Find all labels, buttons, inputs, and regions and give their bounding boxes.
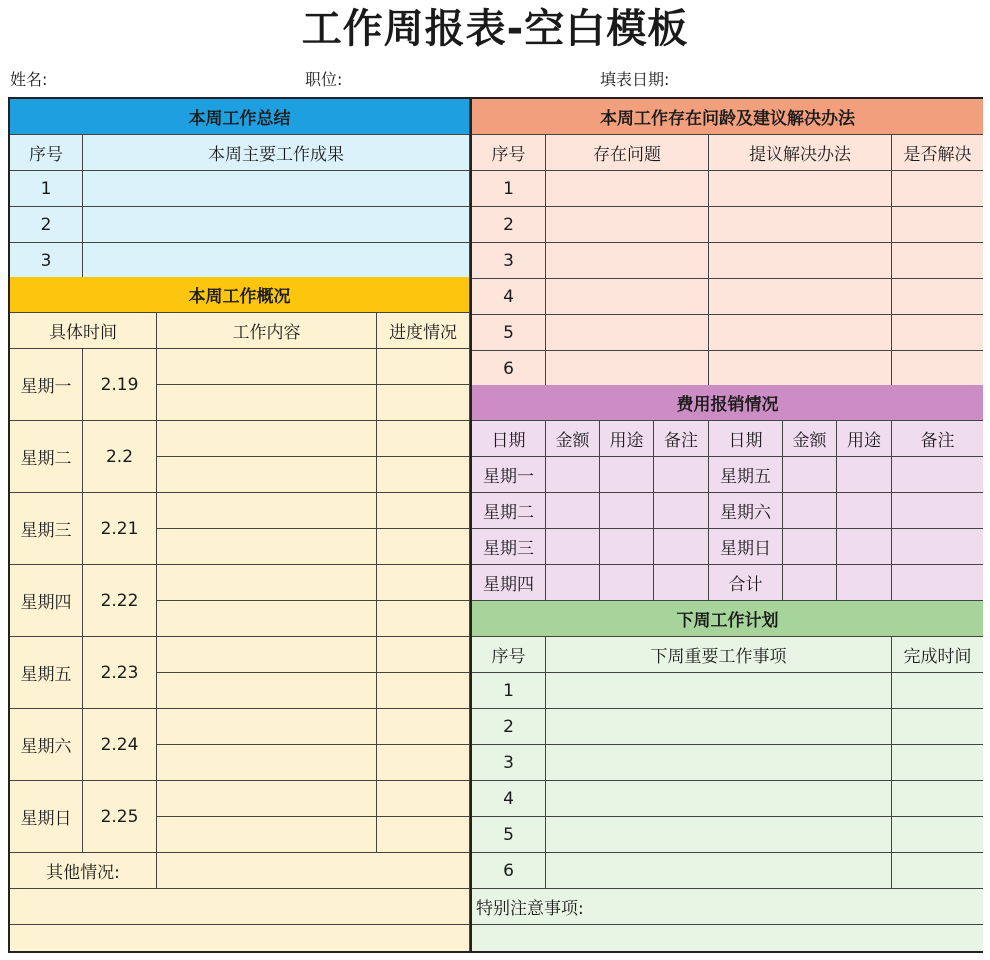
expenses-day: 星期二 [472,493,546,529]
overview-content-cell[interactable] [157,601,377,637]
overview-progress-cell[interactable] [377,817,470,853]
expenses-header: 金额 [783,421,837,457]
overview-content-cell[interactable] [157,493,377,529]
summary-row-index: 2 [10,207,83,243]
issues-row-index: 2 [472,207,546,243]
overview-header-progress: 进度情况 [377,313,470,349]
plan-header-index: 序号 [472,637,546,673]
summary-row-index: 3 [10,243,83,279]
issues-cell[interactable] [709,171,892,207]
overview-date: 2.19 [83,349,157,421]
overview-date: 2.22 [83,565,157,637]
plan-task-cell[interactable] [546,709,892,745]
expenses-day: 星期四 [472,565,546,601]
issues-row-index: 6 [472,351,546,387]
overview-progress-cell[interactable] [377,493,470,529]
expenses-cell[interactable] [892,529,983,565]
plan-time-cell[interactable] [892,709,983,745]
plan-time-cell[interactable] [892,817,983,853]
summary-header-index: 序号 [10,135,83,171]
expenses-header: 用途 [600,421,654,457]
overview-date: 2.24 [83,709,157,781]
issues-cell[interactable] [546,171,709,207]
overview-content-cell[interactable] [157,637,377,673]
expenses-cell[interactable] [837,493,892,529]
expenses-cell[interactable] [783,457,837,493]
overview-progress-cell[interactable] [377,781,470,817]
expenses-cell[interactable] [600,529,654,565]
issues-header-resolved: 是否解决 [892,135,983,171]
summary-row-index: 1 [10,171,83,207]
plan-task-cell[interactable] [546,817,892,853]
plan-time-cell[interactable] [892,673,983,709]
overview-progress-cell[interactable] [377,565,470,601]
overview-date: 2.23 [83,637,157,709]
expenses-cell[interactable] [546,565,600,601]
issues-title: 本周工作存在问龄及建议解决办法 [472,99,983,135]
expenses-header: 日期 [709,421,783,457]
issues-row-index: 3 [472,243,546,279]
other-notes-cell[interactable] [10,925,470,951]
issues-cell[interactable] [546,279,709,315]
overview-progress-cell[interactable] [377,673,470,709]
issues-cell[interactable] [709,351,892,387]
overview-content-cell[interactable] [157,781,377,817]
overview-progress-cell[interactable] [377,601,470,637]
summary-row-result[interactable] [83,243,470,279]
plan-time-cell[interactable] [892,853,983,889]
other-value-cell[interactable] [157,853,470,889]
plan-header-time: 完成时间 [892,637,983,673]
overview-progress-cell[interactable] [377,745,470,781]
overview-day: 星期六 [10,709,83,781]
expenses-day: 星期三 [472,529,546,565]
issues-cell[interactable] [546,351,709,387]
plan-row-index: 6 [472,853,546,889]
expenses-cell[interactable] [546,493,600,529]
issues-cell[interactable] [892,279,983,315]
expenses-cell[interactable] [654,565,709,601]
overview-content-cell[interactable] [157,421,377,457]
expenses-cell[interactable] [783,493,837,529]
expenses-cell[interactable] [654,493,709,529]
overview-content-cell[interactable] [157,673,377,709]
overview-date: 2.21 [83,493,157,565]
expenses-cell[interactable] [892,565,983,601]
expenses-cell[interactable] [892,457,983,493]
overview-content-cell[interactable] [157,529,377,565]
issues-cell[interactable] [892,171,983,207]
plan-task-cell[interactable] [546,781,892,817]
overview-progress-cell[interactable] [377,349,470,385]
summary-header-result: 本周主要工作成果 [83,135,470,171]
expenses-cell[interactable] [837,529,892,565]
other-label: 其他情况: [10,853,157,889]
overview-day: 星期日 [10,781,83,853]
expenses-cell[interactable] [600,493,654,529]
issues-cell[interactable] [546,315,709,351]
overview-header-content: 工作内容 [157,313,377,349]
issues-cell[interactable] [709,243,892,279]
overview-day: 星期四 [10,565,83,637]
overview-title: 本周工作概况 [10,277,470,313]
issues-cell[interactable] [546,243,709,279]
overview-progress-cell[interactable] [377,637,470,673]
expenses-cell[interactable] [546,457,600,493]
overview-date: 2.2 [83,421,157,493]
issues-cell[interactable] [546,207,709,243]
expenses-header: 备注 [654,421,709,457]
position-label: 职位: [305,70,343,89]
expenses-cell[interactable] [783,565,837,601]
issues-cell[interactable] [709,207,892,243]
expenses-cell[interactable] [783,529,837,565]
issues-row-index: 5 [472,315,546,351]
overview-progress-cell[interactable] [377,457,470,493]
overview-content-cell[interactable] [157,349,377,385]
plan-row-index: 3 [472,745,546,781]
expenses-day: 星期日 [709,529,783,565]
overview-day: 星期一 [10,349,83,421]
plan-row-index: 5 [472,817,546,853]
overview-date: 2.25 [83,781,157,853]
plan-time-cell[interactable] [892,745,983,781]
overview-progress-cell[interactable] [377,529,470,565]
overview-content-cell[interactable] [157,385,377,421]
plan-time-cell[interactable] [892,781,983,817]
plan-task-cell[interactable] [546,853,892,889]
overview-day: 星期三 [10,493,83,565]
name-label: 姓名: [10,70,48,89]
overview-content-cell[interactable] [157,745,377,781]
expenses-header: 用途 [837,421,892,457]
expenses-header: 金额 [546,421,600,457]
summary-row-result[interactable] [83,207,470,243]
section-divider [470,99,472,951]
other-notes-cell[interactable] [10,889,470,925]
expenses-day: 星期六 [709,493,783,529]
expenses-cell[interactable] [837,565,892,601]
weekly-report-table [8,97,983,953]
overview-day: 星期二 [10,421,83,493]
issues-row-index: 4 [472,279,546,315]
expenses-day: 合计 [709,565,783,601]
issues-cell[interactable] [892,207,983,243]
issues-cell[interactable] [709,279,892,315]
plan-task-cell[interactable] [546,673,892,709]
overview-progress-cell[interactable] [377,421,470,457]
issues-cell[interactable] [892,243,983,279]
issues-cell[interactable] [892,351,983,387]
note-cell[interactable] [472,925,983,951]
issues-cell[interactable] [892,315,983,351]
expenses-cell[interactable] [600,565,654,601]
plan-task-cell[interactable] [546,745,892,781]
issues-header-solution: 提议解决办法 [709,135,892,171]
overview-content-cell[interactable] [157,817,377,853]
expenses-cell[interactable] [892,493,983,529]
plan-header-task: 下周重要工作事项 [546,637,892,673]
expenses-cell[interactable] [654,457,709,493]
overview-content-cell[interactable] [157,709,377,745]
summary-row-result[interactable] [83,171,470,207]
issues-row-index: 1 [472,171,546,207]
page-title: 工作周报表-空白模板 [301,6,689,52]
overview-progress-cell[interactable] [377,709,470,745]
expenses-cell[interactable] [654,529,709,565]
plan-row-index: 1 [472,673,546,709]
plan-row-index: 2 [472,709,546,745]
issues-header-index: 序号 [472,135,546,171]
summary-title: 本周工作总结 [10,99,470,135]
overview-day: 星期五 [10,637,83,709]
expenses-cell[interactable] [837,457,892,493]
overview-content-cell[interactable] [157,457,377,493]
plan-row-index: 4 [472,781,546,817]
expenses-header: 备注 [892,421,983,457]
note-label: 特别注意事项: [472,889,983,925]
issues-header-problem: 存在问题 [546,135,709,171]
overview-content-cell[interactable] [157,565,377,601]
overview-header-time: 具体时间 [10,313,157,349]
date-label: 填表日期: [600,70,670,89]
expenses-title: 费用报销情况 [472,385,983,421]
expenses-header: 日期 [472,421,546,457]
expenses-cell[interactable] [600,457,654,493]
expenses-day: 星期五 [709,457,783,493]
expenses-cell[interactable] [546,529,600,565]
overview-progress-cell[interactable] [377,385,470,421]
expenses-day: 星期一 [472,457,546,493]
plan-title: 下周工作计划 [472,601,983,637]
issues-cell[interactable] [709,315,892,351]
